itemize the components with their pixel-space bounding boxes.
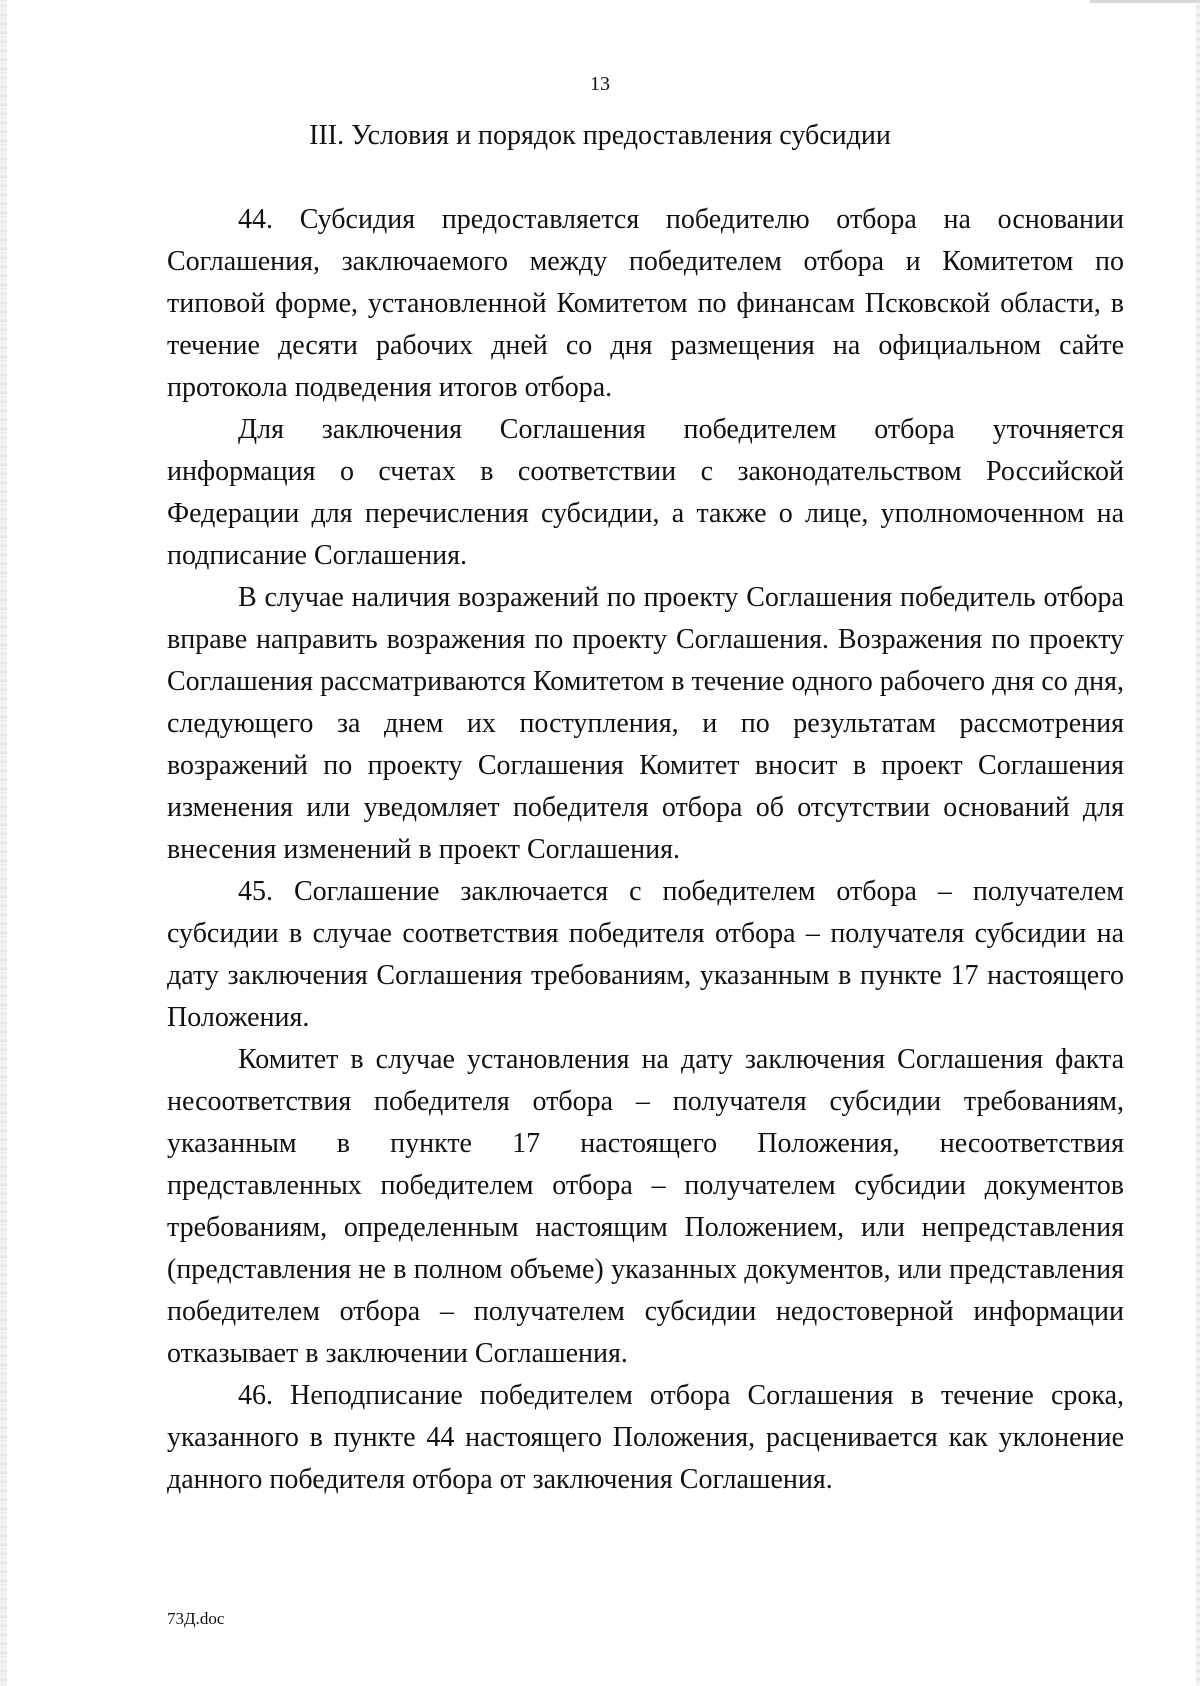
paragraph-45: 45. Соглашение заключается с победителем отбора – получателем субсидии в случае соответствия победителя отбора – получателя субсидии на дату заключения Соглашения требованиям, указанным в пункте 17 настоящего Положения.: [167, 876, 1124, 1033]
scan-edge-left: [0, 0, 7, 1686]
paragraph-44-objections: В случае наличия возражений по проекту Соглашения победитель отбора вправе направить возражения по проекту Соглашения. Возражения по проекту Соглашения рассматриваются Комитетом в течение одного рабочего дня со дня, следующего за днем их поступления, и по результатам рассмотрения возражений по проекту Соглашения Комитет вносит в проект Соглашения изменения или уведомляет победителя отбора об отсутствии оснований для внесения изменений в проект Соглашения.: [167, 582, 1124, 865]
page-number: 13: [590, 73, 610, 95]
footer-filename: 73Д.doc: [167, 1609, 225, 1628]
paragraph-44: 44. Субсидия предоставляется победителю отбора на основании Соглашения, заключаемого между победителем отбора и Комитетом по типовой форме, установленной Комитетом по финансам Псковской области, в течение десяти рабочих дней со дня размещения на официальном сайте протокола подведения итогов отбора.: [167, 204, 1124, 403]
scan-edge-top: [1090, 0, 1200, 3]
paragraph-45-refusal: Комитет в случае установления на дату заключения Соглашения факта несоответствия победителя отбора – получателя субсидии требованиям, указанным в пункте 17 настоящего Положения, несоответствия представленных победителем отбора – получателем субсидии документов требованиям, определенным настоящим Положением, или непредставления (представления не в полном объеме) указанных документов, или представления победителем отбора – получателем субсидии недостоверной информации отказывает в заключении Соглашения.: [167, 1044, 1124, 1369]
paragraph-46: 46. Неподписание победителем отбора Соглашения в течение срока, указанного в пункте 44 настоящего Положения, расценивается как уклонение данного победителя отбора от заключения Соглашения.: [167, 1380, 1124, 1495]
section-title: III. Условия и порядок предоставления субсидии: [309, 120, 891, 151]
paragraph-44-details: Для заключения Соглашения победителем отбора уточняется информация о счетах в соответствии с законодательством Российской Федерации для перечисления субсидии, а также о лице, уполномоченном на подписание Соглашения.: [167, 414, 1124, 571]
body-text: [167, 199, 1124, 1501]
scan-edge-right: [1196, 0, 1200, 1686]
